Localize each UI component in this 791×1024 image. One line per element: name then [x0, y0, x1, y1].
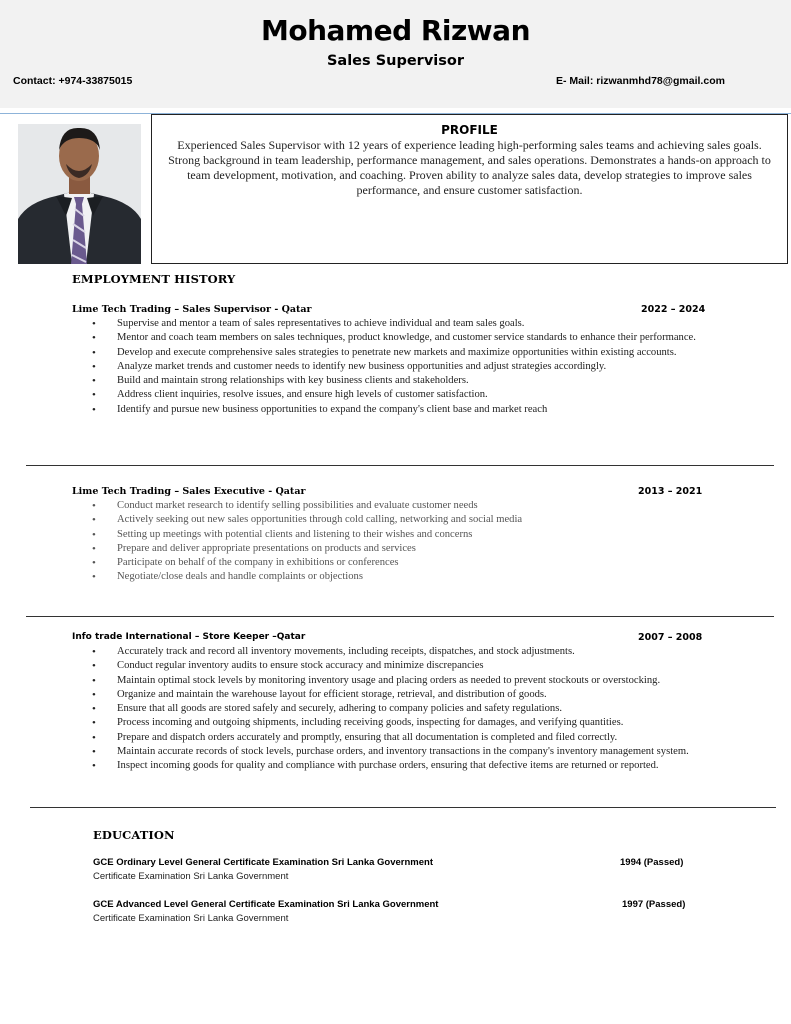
profile-summary: Experienced Sales Supervisor with 12 years of experience leading high-performing sales teams and achieving sales goals. Strong background in team leadership, performance management, and sales operations. Demonstrates a hands-on approach to team development, motivation, and coaching. Proven ability to analyze sales data, develop strategies to improve sales performance, and ensure customer satisfaction. — [168, 138, 771, 197]
job-dates: 2013 – 2021 — [638, 486, 703, 497]
education-subtitle: Certificate Examination Sri Lanka Government — [93, 871, 289, 882]
contact-phone: Contact: +974-33875015 — [13, 75, 133, 87]
job-title: Info trade International – Store Keeper –Qatar — [72, 632, 306, 642]
list-item: • Negotiate/close deals and handle complaints or objections — [117, 570, 757, 584]
job-title-heading: Sales Supervisor — [326, 53, 464, 69]
list-item: • Conduct regular inventory audits to ensure stock accuracy and minimize discrepancies — [117, 659, 717, 673]
job-duties-list — [117, 499, 757, 585]
profile-box — [151, 114, 788, 264]
list-item: • Supervise and mentor a team of sales representatives to achieve individual and team sales goals. — [117, 317, 717, 331]
job-duties-list — [117, 645, 717, 774]
list-item: • Ensure that all goods are stored safely and securely, adhering to company policies and safety regulations. — [117, 702, 717, 716]
education-year: 1994 (Passed) — [620, 857, 684, 868]
job-duties-list — [117, 317, 717, 417]
education-year: 1997 (Passed) — [622, 899, 686, 910]
education-subtitle: Certificate Examination Sri Lanka Government — [93, 913, 289, 924]
job-title: Lime Tech Trading – Sales Executive - Qatar — [72, 486, 306, 497]
list-item: • Address client inquiries, resolve issues, and ensure high levels of customer satisfaction. — [117, 388, 717, 402]
list-item: • Organize and maintain the warehouse layout for efficient storage, retrieval, and distribution of goods. — [117, 688, 717, 702]
list-item: • Identify and pursue new business opportunities to expand the company's client base and market reach — [117, 403, 717, 417]
list-item: • Participate on behalf of the company in exhibitions or conferences — [117, 556, 757, 570]
list-item: • Develop and execute comprehensive sales strategies to penetrate new markets and maximize opportunities within existing accounts. — [117, 346, 717, 360]
section-divider — [26, 616, 774, 617]
job-dates: 2007 – 2008 — [638, 632, 703, 643]
list-item: • Process incoming and outgoing shipments, including receiving goods, inspecting for damages, and verifying quantities. — [117, 716, 717, 730]
education-title: GCE Advanced Level General Certificate Examination Sri Lanka Government — [93, 899, 439, 910]
education-title: GCE Ordinary Level General Certificate Examination Sri Lanka Government — [93, 857, 434, 868]
profile-photo — [18, 124, 141, 264]
list-item: • Build and maintain strong relationships with key business clients and stakeholders. — [117, 374, 717, 388]
list-item: • Prepare and deliver appropriate presentations on products and services — [117, 542, 757, 556]
education-heading: EDUCATION — [93, 828, 175, 842]
list-item: • Setting up meetings with potential clients and listening to their wishes and concerns — [117, 528, 757, 542]
list-item: • Analyze market trends and customer needs to identify new business opportunities and adjust strategies accordingly. — [117, 360, 717, 374]
profile-heading: PROFILE — [441, 123, 498, 137]
section-divider — [26, 465, 774, 466]
job-title: Lime Tech Trading – Sales Supervisor - Qatar — [72, 304, 312, 315]
list-item: • Maintain optimal stock levels by monitoring inventory usage and placing orders as needed to prevent stockouts or overstocking. — [117, 674, 717, 688]
list-item: • Maintain accurate records of stock levels, purchase orders, and inventory transactions in the company's inventory management system. — [117, 745, 717, 759]
candidate-name: Mohamed Rizwan — [260, 14, 531, 47]
section-divider — [30, 807, 776, 808]
list-item: • Conduct market research to identify selling possibilities and evaluate customer needs — [117, 499, 757, 513]
list-item: • Inspect incoming goods for quality and compliance with purchase orders, ensuring that defective items are returned or reported. — [117, 759, 717, 773]
list-item: • Actively seeking out new sales opportunities through cold calling, networking and social media — [117, 513, 757, 527]
employment-heading: EMPLOYMENT HISTORY — [72, 272, 236, 286]
list-item: • Prepare and dispatch orders accurately and promptly, ensuring that all documentation is completed and filed correctly. — [117, 731, 717, 745]
list-item: • Mentor and coach team members on sales techniques, product knowledge, and customer service standards to enhance their performance. — [117, 331, 717, 345]
list-item: • Accurately track and record all inventory movements, including receipts, dispatches, and stock adjustments. — [117, 645, 717, 659]
contact-email: E- Mail: rizwanmhd78@gmail.com — [556, 75, 725, 87]
job-dates: 2022 – 2024 — [641, 304, 706, 315]
